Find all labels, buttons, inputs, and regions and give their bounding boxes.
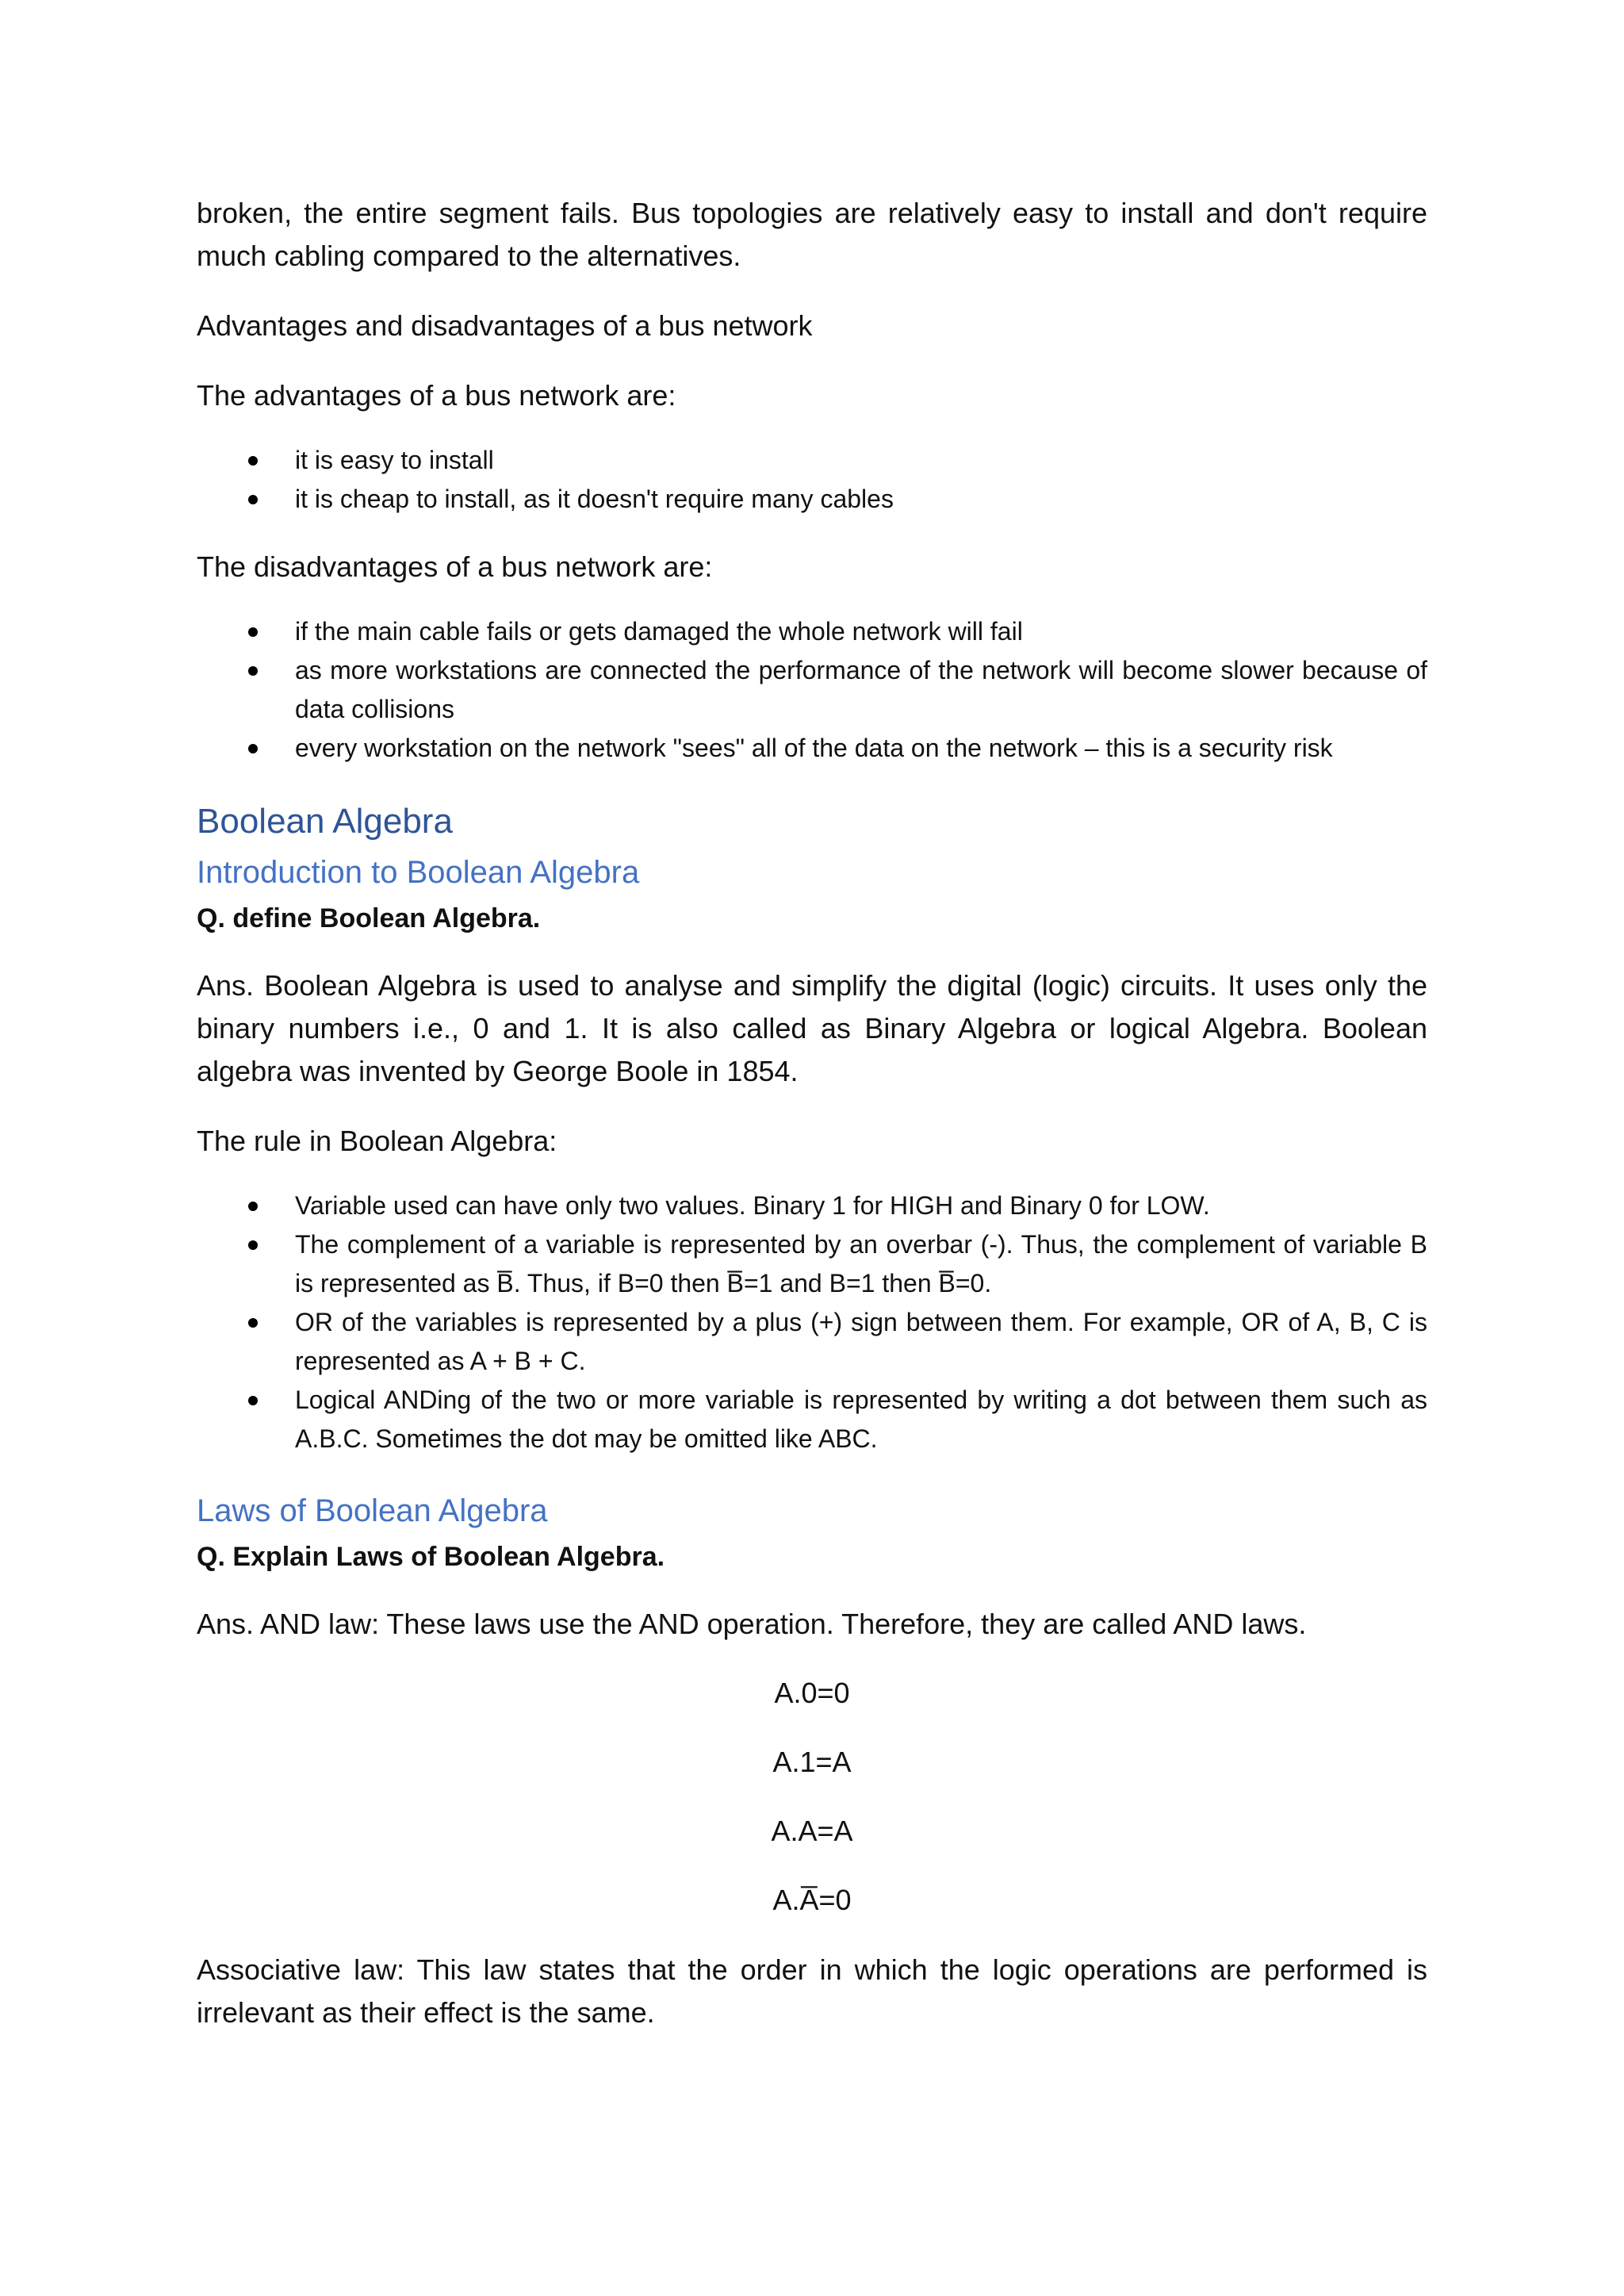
advantages-list xyxy=(197,441,1427,519)
heading-laws: Laws of Boolean Algebra xyxy=(197,1493,548,1528)
disadvantages-heading: The disadvantages of a bus network are: xyxy=(197,550,713,583)
list-item: it is easy to install xyxy=(197,441,1427,480)
equation: A.0=0 xyxy=(774,1677,850,1709)
list-item: Variable used can have only two values. Binary 1 for HIGH and Binary 0 for LOW. xyxy=(197,1186,1427,1225)
paragraph-adv-disadv-title: Advantages and disadvantages of a bus network xyxy=(197,309,813,342)
answer-and-law: Ans. AND law: These laws use the AND operation. Therefore, they are called AND laws. xyxy=(197,1608,1307,1640)
equation: A.1=A xyxy=(772,1746,852,1778)
and-law-equations xyxy=(197,1672,1427,1922)
associative-law: Associative law: This law states that the order in which the logic operations are performed is irrelevant as their effect is the same. xyxy=(197,1953,1427,2029)
equation: A.A=A xyxy=(771,1815,853,1847)
answer-define: Ans. Boolean Algebra is used to analyse and simplify the digital (logic) circuits. It uses only the binary numbers i.e., 0 and 1. It is also called as Binary Algebra or logical Algebra. Boolean algebra was invented by George Boole in 1854. xyxy=(197,969,1427,1087)
question-laws: Q. Explain Laws of Boolean Algebra. xyxy=(197,1542,665,1572)
question-define: Q. define Boolean Algebra. xyxy=(197,903,541,933)
rule-heading: The rule in Boolean Algebra: xyxy=(197,1125,557,1157)
list-item: it is cheap to install, as it doesn't require many cables xyxy=(197,480,1427,519)
heading-introduction: Introduction to Boolean Algebra xyxy=(197,855,640,890)
advantages-heading: The advantages of a bus network are: xyxy=(197,379,676,412)
list-item: The complement of a variable is represented by an overbar (-). Thus, the complement of variable B is represented as B̅. Thus, if B=0 then B̅=1 and B=1 then B̅=0. xyxy=(197,1225,1427,1303)
paragraph-bus-topology: broken, the entire segment fails. Bus topologies are relatively easy to install and don't require much cabling compared to the alternatives. xyxy=(197,197,1427,272)
disadvantages-list xyxy=(197,612,1427,768)
list-item: OR of the variables is represented by a plus (+) sign between them. For example, OR of A, B, C is represented as A + B + C. xyxy=(197,1303,1427,1381)
list-item: Logical ANDing of the two or more variable is represented by writing a dot between them such as A.B.C. Sometimes the dot may be omitted like ABC. xyxy=(197,1381,1427,1458)
list-item: as more workstations are connected the performance of the network will become slower because of data collisions xyxy=(197,651,1427,729)
equation: A.A̅=0 xyxy=(772,1884,852,1916)
list-item: if the main cable fails or gets damaged the whole network will fail xyxy=(197,612,1427,651)
list-item: every workstation on the network "sees" all of the data on the network – this is a security risk xyxy=(197,729,1427,768)
rules-list xyxy=(197,1186,1427,1458)
heading-boolean-algebra: Boolean Algebra xyxy=(197,802,453,841)
